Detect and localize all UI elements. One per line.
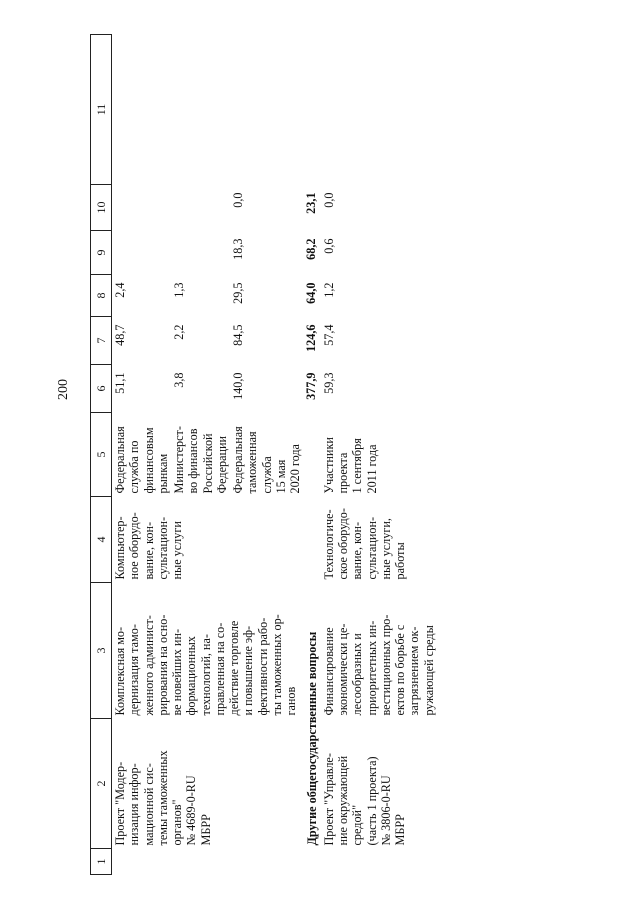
cell-line: Комплексная мо- xyxy=(113,626,127,716)
value-cell: 48,7 xyxy=(113,324,127,346)
col-num-5: 5 xyxy=(91,413,112,497)
cell-line: вестиционных про- xyxy=(378,614,393,716)
cell-line: экономически це- xyxy=(335,623,350,716)
cell-line: во финансов xyxy=(186,428,201,494)
col-num-7: 7 xyxy=(91,317,112,365)
cell-line: ние окружающей xyxy=(335,755,350,846)
cell-line: женного админист- xyxy=(141,615,156,716)
value-cell xyxy=(112,231,172,275)
value-cell xyxy=(171,231,230,275)
total-cell: 64,0 xyxy=(304,282,319,304)
cell-line: ское оборудо- xyxy=(335,508,350,580)
cell-line: рынкам xyxy=(155,453,170,494)
cell-line: действие торговле xyxy=(227,620,242,716)
cell-line: финансовым xyxy=(141,427,156,494)
cell-line: служба по xyxy=(127,440,142,494)
cell-line: Проект "Управле- xyxy=(321,753,336,846)
cell-line: ные услуги, xyxy=(378,518,393,580)
cell-line: технологий, на- xyxy=(198,634,213,716)
cell-line: ганов xyxy=(284,686,299,716)
total-cell: 377,9 xyxy=(304,372,319,400)
col-num-1: 1 xyxy=(91,849,112,875)
cell-line: вание, кон- xyxy=(350,521,365,580)
cell-line: темы таможенных xyxy=(155,750,170,846)
col-num-2: 2 xyxy=(91,719,112,849)
cell-line: мационной сис- xyxy=(141,763,156,846)
rotated-table-container xyxy=(90,35,555,875)
cell-line: ектов по борьбе с xyxy=(393,624,408,716)
cell-line: ружающей среды xyxy=(421,625,436,716)
cell-line: и повышение эф- xyxy=(241,625,256,716)
col-num-6: 6 xyxy=(91,365,112,413)
cell-line: ное оборудо- xyxy=(127,512,142,580)
total-cell xyxy=(303,35,320,185)
value-cell xyxy=(112,185,172,231)
cell-line: низация инфор- xyxy=(127,763,142,846)
value-cell: 2,4 xyxy=(113,282,127,298)
value-cell: 3,8 xyxy=(172,372,187,388)
value-cell: 51,1 xyxy=(113,372,127,394)
value-cell xyxy=(321,35,437,185)
value-cell xyxy=(171,35,230,185)
project-items-cell xyxy=(321,497,437,583)
cell-line: формационных xyxy=(184,636,199,716)
cell-line: органов" xyxy=(170,799,185,846)
project-items-cell xyxy=(112,497,304,583)
executor-cell xyxy=(321,413,437,497)
col-num-4: 4 xyxy=(91,497,112,583)
cell-line: загрязнением ок- xyxy=(407,626,422,716)
budget-table xyxy=(90,34,437,875)
value-cell xyxy=(171,185,230,231)
cell-line: (часть 1 проекта) xyxy=(364,756,379,846)
table-row xyxy=(112,35,172,875)
col-num-11: 11 xyxy=(91,35,112,185)
section-title: Другие общегосударственные вопросы xyxy=(305,631,320,846)
column-number-row xyxy=(91,35,112,875)
value-cell: 18,3 xyxy=(231,238,246,260)
executor-cell xyxy=(171,413,230,497)
cell-line: № 4689-0-RU xyxy=(184,775,199,846)
cell-line: служба xyxy=(259,456,274,494)
value-cell: 2,2 xyxy=(172,324,187,340)
cell-line: 1 сентября xyxy=(350,438,365,494)
total-cell: 124,6 xyxy=(304,324,319,352)
cell-line: лесообразных и xyxy=(350,633,365,716)
cell-line: Проект "Модер- xyxy=(113,761,127,846)
cell-line: МБРР xyxy=(198,814,213,846)
value-cell xyxy=(230,35,303,185)
value-cell: 140,0 xyxy=(231,372,246,400)
cell-line: Министерст- xyxy=(172,426,187,494)
table-row xyxy=(321,35,437,875)
cell-line: приоритетных ин- xyxy=(364,620,379,716)
cell-line: 2020 года xyxy=(288,444,303,494)
cell-line: дернизация тамо- xyxy=(127,624,142,716)
cell-line: сультацион- xyxy=(364,516,379,580)
total-cell: 23,1 xyxy=(304,192,319,214)
project-goal-cell xyxy=(112,583,304,719)
cell-line: 2011 года xyxy=(364,444,379,494)
cell-line: ве новейших ин- xyxy=(170,628,185,716)
cell-line: фективности рабо- xyxy=(255,617,270,716)
project-goal-cell xyxy=(321,583,437,719)
cell-line: работы xyxy=(393,542,408,580)
value-cell: 0,0 xyxy=(321,192,336,208)
cell-line: № 3806-0-RU xyxy=(378,775,393,846)
cell-line: рирования на осно- xyxy=(155,614,170,716)
cell-line: Участники xyxy=(321,437,336,494)
cell-line: вание, кон- xyxy=(141,521,156,580)
page-number: 200 xyxy=(56,379,71,400)
cell-line: Федеральная xyxy=(113,426,127,494)
project-name-cell xyxy=(112,719,304,849)
value-cell: 84,5 xyxy=(231,324,246,346)
value-cell: 29,5 xyxy=(231,282,246,304)
cell-line: Технологиче- xyxy=(321,509,336,580)
cell-line: 15 мая xyxy=(273,459,288,494)
col-num-10: 10 xyxy=(91,185,112,231)
cell-line: Федеральная xyxy=(231,426,246,494)
cell-line: ты таможенных ор- xyxy=(269,614,284,716)
col-num-9: 9 xyxy=(91,231,112,275)
cell-line: сультацион- xyxy=(155,516,170,580)
value-cell xyxy=(112,35,172,185)
executor-cell xyxy=(230,413,303,497)
cell-line: проекта xyxy=(335,452,350,494)
cell-line: таможенная xyxy=(245,431,260,494)
col-num-8: 8 xyxy=(91,275,112,317)
cell-line: ные услуги xyxy=(170,521,185,580)
cell-line: Финансирование xyxy=(321,627,336,716)
cell-line: средой" xyxy=(350,804,365,846)
value-cell: 1,3 xyxy=(172,282,187,298)
value-cell: 57,4 xyxy=(321,324,336,346)
value-cell: 59,3 xyxy=(321,372,336,394)
executor-cell xyxy=(112,413,172,497)
cell-line: Компьютер- xyxy=(113,516,127,580)
value-cell: 0,6 xyxy=(321,238,336,254)
value-cell: 1,2 xyxy=(321,282,336,298)
project-name-cell xyxy=(321,719,437,849)
cell-line: Российской xyxy=(200,433,215,494)
total-cell: 68,2 xyxy=(304,238,319,260)
cell-line: МБРР xyxy=(393,814,408,846)
cell-line: Федерации xyxy=(214,435,229,494)
col-num-3: 3 xyxy=(91,583,112,719)
section-row xyxy=(303,35,320,875)
value-cell: 0,0 xyxy=(231,192,246,208)
cell-line: правленная на со- xyxy=(212,622,227,716)
